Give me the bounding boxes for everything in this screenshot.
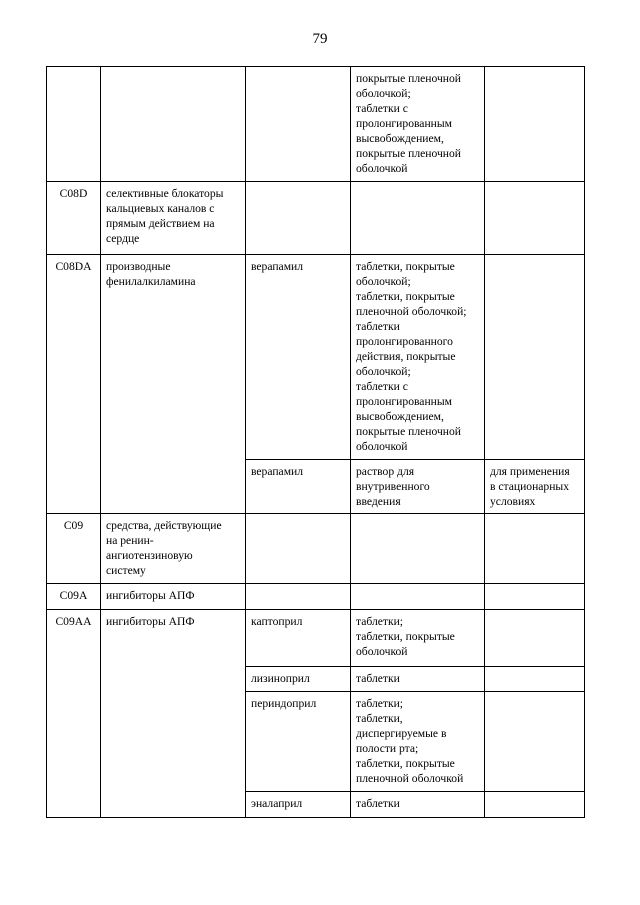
atc-code-cell: C08D — [47, 182, 101, 255]
drug-name-cell — [246, 67, 351, 182]
anatomical-group-cell: производные фенилалкиламина — [101, 255, 246, 514]
dosage-form-cell — [351, 182, 485, 255]
drug-name-cell — [246, 182, 351, 255]
drug-name-cell: верапамил — [246, 255, 351, 460]
table-row — [47, 255, 585, 460]
dosage-form-cell: таблетки; таблетки, покрытые оболочкой — [351, 610, 485, 667]
drug-name-cell: каптоприл — [246, 610, 351, 667]
note-cell — [485, 584, 585, 610]
note-cell — [485, 67, 585, 182]
table-row — [47, 514, 585, 584]
dosage-form-cell: таблетки — [351, 667, 485, 692]
dosage-form-cell: таблетки; таблетки, диспергируемые в полости рта; таблетки, покрытые пленочной оболочкой — [351, 692, 485, 792]
drug-name-cell — [246, 514, 351, 584]
note-cell — [485, 255, 585, 460]
anatomical-group-cell: ингибиторы АПФ — [101, 584, 246, 610]
table-row — [47, 67, 585, 182]
dosage-form-cell: таблетки, покрытые оболочкой; таблетки, покрытые пленочной оболочкой; таблетки пролонгированного действия, покрытые оболочкой; таблетки с пролонгированным высвобождением, покрытые пленочной оболочкой — [351, 255, 485, 460]
table-row — [47, 610, 585, 667]
atc-code-cell: C09AA — [47, 610, 101, 818]
table-row — [47, 182, 585, 255]
note-cell: для применения в стационарных условиях — [485, 460, 585, 514]
dosage-form-cell — [351, 514, 485, 584]
note-cell — [485, 792, 585, 818]
drug-name-cell: эналаприл — [246, 792, 351, 818]
drug-table — [46, 66, 585, 818]
drug-name-cell: периндоприл — [246, 692, 351, 792]
atc-code-cell: C08DA — [47, 255, 101, 514]
note-cell — [485, 667, 585, 692]
atc-code-cell — [47, 67, 101, 182]
note-cell — [485, 182, 585, 255]
drug-name-cell: лизиноприл — [246, 667, 351, 692]
atc-code-cell: C09 — [47, 514, 101, 584]
note-cell — [485, 514, 585, 584]
page-number: 79 — [312, 31, 328, 47]
table-row — [47, 584, 585, 610]
note-cell — [485, 610, 585, 667]
drug-name-cell — [246, 584, 351, 610]
dosage-form-cell: покрытые пленочной оболочкой; таблетки с пролонгированным высвобождением, покрытые пленочной оболочкой — [351, 67, 485, 182]
drug-name-cell: верапамил — [246, 460, 351, 514]
anatomical-group-cell: селективные блокаторы кальциевых каналов с прямым действием на сердце — [101, 182, 246, 255]
anatomical-group-cell: ингибиторы АПФ — [101, 610, 246, 818]
anatomical-group-cell — [101, 67, 246, 182]
note-cell — [485, 692, 585, 792]
anatomical-group-cell: средства, действующие на ренин- ангиотензиновую систему — [101, 514, 246, 584]
atc-code-cell: C09A — [47, 584, 101, 610]
dosage-form-cell: раствор для внутривенного введения — [351, 460, 485, 514]
dosage-form-cell: таблетки — [351, 792, 485, 818]
dosage-form-cell — [351, 584, 485, 610]
